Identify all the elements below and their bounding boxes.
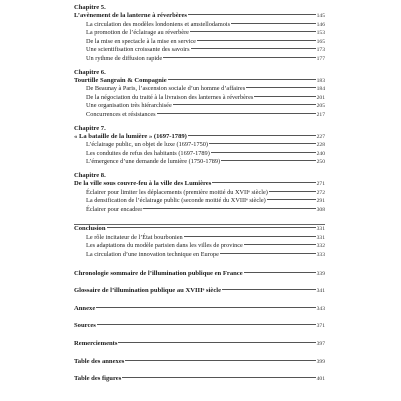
back-matter-entry[interactable]: Table des annexes 399	[74, 357, 325, 365]
page-number: 331	[316, 226, 325, 233]
page-number: 205	[316, 103, 325, 110]
toc-item[interactable]: Une organisation très hiérarchisée 205	[86, 102, 325, 110]
chapter-label: Chapitre 5.	[74, 4, 106, 11]
toc-item[interactable]: Un rythme de diffusion rapide 177	[86, 54, 325, 62]
toc-item[interactable]: Les adaptations du modèle parisien dans les villes de province 332	[86, 242, 325, 250]
chapter-5	[74, 4, 325, 64]
toc-item[interactable]: La densification de l’éclairage public (seconde moitié du XVIIIᵉ siècle) 291	[86, 197, 325, 205]
conclusion-title: Conclusion	[74, 225, 106, 233]
toc-item[interactable]: Éclairer pour encadrer 308	[86, 205, 325, 213]
chapter-8	[74, 172, 325, 214]
toc-item[interactable]: La circulation des modèles londoniens et amstellodamois 146	[86, 20, 325, 28]
conclusion-title-row[interactable]	[74, 225, 325, 234]
page-number: 399	[316, 358, 325, 365]
chapter-label: Chapitre 7.	[74, 124, 106, 132]
page-number: 339	[316, 270, 325, 277]
chapter-6	[74, 69, 325, 120]
chapter-title: Tourtille Sangrain & Compagnie	[74, 76, 167, 84]
page-number: 201	[316, 94, 325, 101]
page-number: 291	[316, 198, 325, 205]
toc-item[interactable]: Éclairer pour limiter les déplacements (première moitié du XVIIᵉ siècle) 272	[86, 188, 325, 196]
toc-item[interactable]: Une scientifisation croissante des savoirs 173	[86, 46, 325, 54]
chapter-title: « La bataille de la lumière » (1697-1789)	[74, 132, 187, 140]
toc-item[interactable]: La promotion de l’éclairage au réverbère 153	[86, 29, 325, 37]
page-number: 177	[316, 55, 325, 62]
chapter-title-row[interactable]	[74, 133, 325, 142]
chapter-7	[74, 125, 325, 167]
back-matter	[74, 270, 325, 384]
toc-item[interactable]: La circulation d’une innovation technique en Europe 333	[86, 251, 325, 259]
page-number: 184	[316, 86, 325, 93]
page-number: 333	[316, 252, 325, 259]
back-matter-entry[interactable]: Chronologie sommaire de l’illumination publique en France 339	[74, 269, 325, 277]
back-matter-entry[interactable]: Glossaire de l’illumination publique au XVIIIᵉ siècle 341	[74, 287, 325, 295]
table-of-contents	[74, 4, 325, 384]
page-number: 343	[316, 305, 325, 312]
chapter-title-row[interactable]	[74, 77, 325, 86]
page-number: 308	[316, 206, 325, 213]
page-number: 397	[316, 341, 325, 348]
chapter-label: Chapitre 6.	[74, 68, 106, 76]
page-number: 146	[316, 21, 325, 28]
toc-item[interactable]: De la négociation du traité à la livraison des lanternes à réverbères 201	[86, 93, 325, 101]
conclusion-section	[74, 224, 325, 259]
page-number: 401	[316, 376, 325, 383]
toc-item[interactable]: Le rôle incitateur de l’État bourbonien 331	[86, 233, 325, 241]
page-number: 145	[316, 13, 325, 19]
page-number: 240	[316, 150, 325, 157]
page-number: 165	[316, 38, 325, 45]
page-number: 228	[316, 142, 325, 149]
chapter-title-row[interactable]	[74, 12, 325, 21]
back-matter-entry[interactable]: Annexe 343	[74, 304, 325, 312]
toc-item[interactable]: L’émergence d’une demande de lumière (1750-1789) 250	[86, 158, 325, 166]
page-number: 173	[316, 47, 325, 54]
chapter-title: De la ville sous couvre-feu à la ville des Lumières	[74, 179, 212, 187]
page-number: 183	[316, 77, 325, 84]
back-matter-entry[interactable]: Table des figures 401	[74, 375, 325, 383]
back-matter-entry[interactable]: Sources 371	[74, 322, 325, 330]
page-number: 332	[316, 243, 325, 250]
toc-item[interactable]: De la mise en spectacle à la mise en service 165	[86, 37, 325, 45]
page-number: 371	[316, 323, 325, 330]
page-number: 331	[316, 234, 325, 241]
toc-item[interactable]: L’éclairage public, un objet de luxe (1697-1750) 228	[86, 141, 325, 149]
toc-item[interactable]: Les conduites de refus des habitants (1697-1789) 240	[86, 149, 325, 157]
chapter-label: Chapitre 8.	[74, 171, 106, 179]
chapter-title: L’avènement de la lanterne à réverbères	[74, 12, 187, 19]
toc-item[interactable]: De Beaunay à Paris, l’ascension sociale d’un homme d’affaires 184	[86, 85, 325, 93]
page-number: 272	[316, 189, 325, 196]
chapter-title-row[interactable]	[74, 180, 325, 189]
page-number: 227	[316, 133, 325, 140]
page-number: 341	[316, 288, 325, 295]
toc-item[interactable]: Concurrences et résistances 217	[86, 110, 325, 118]
page-number: 153	[316, 30, 325, 37]
page-number: 217	[316, 111, 325, 118]
page-number: 271	[316, 180, 325, 187]
back-matter-entry[interactable]: Remerciements 397	[74, 340, 325, 348]
page-number: 250	[316, 159, 325, 166]
